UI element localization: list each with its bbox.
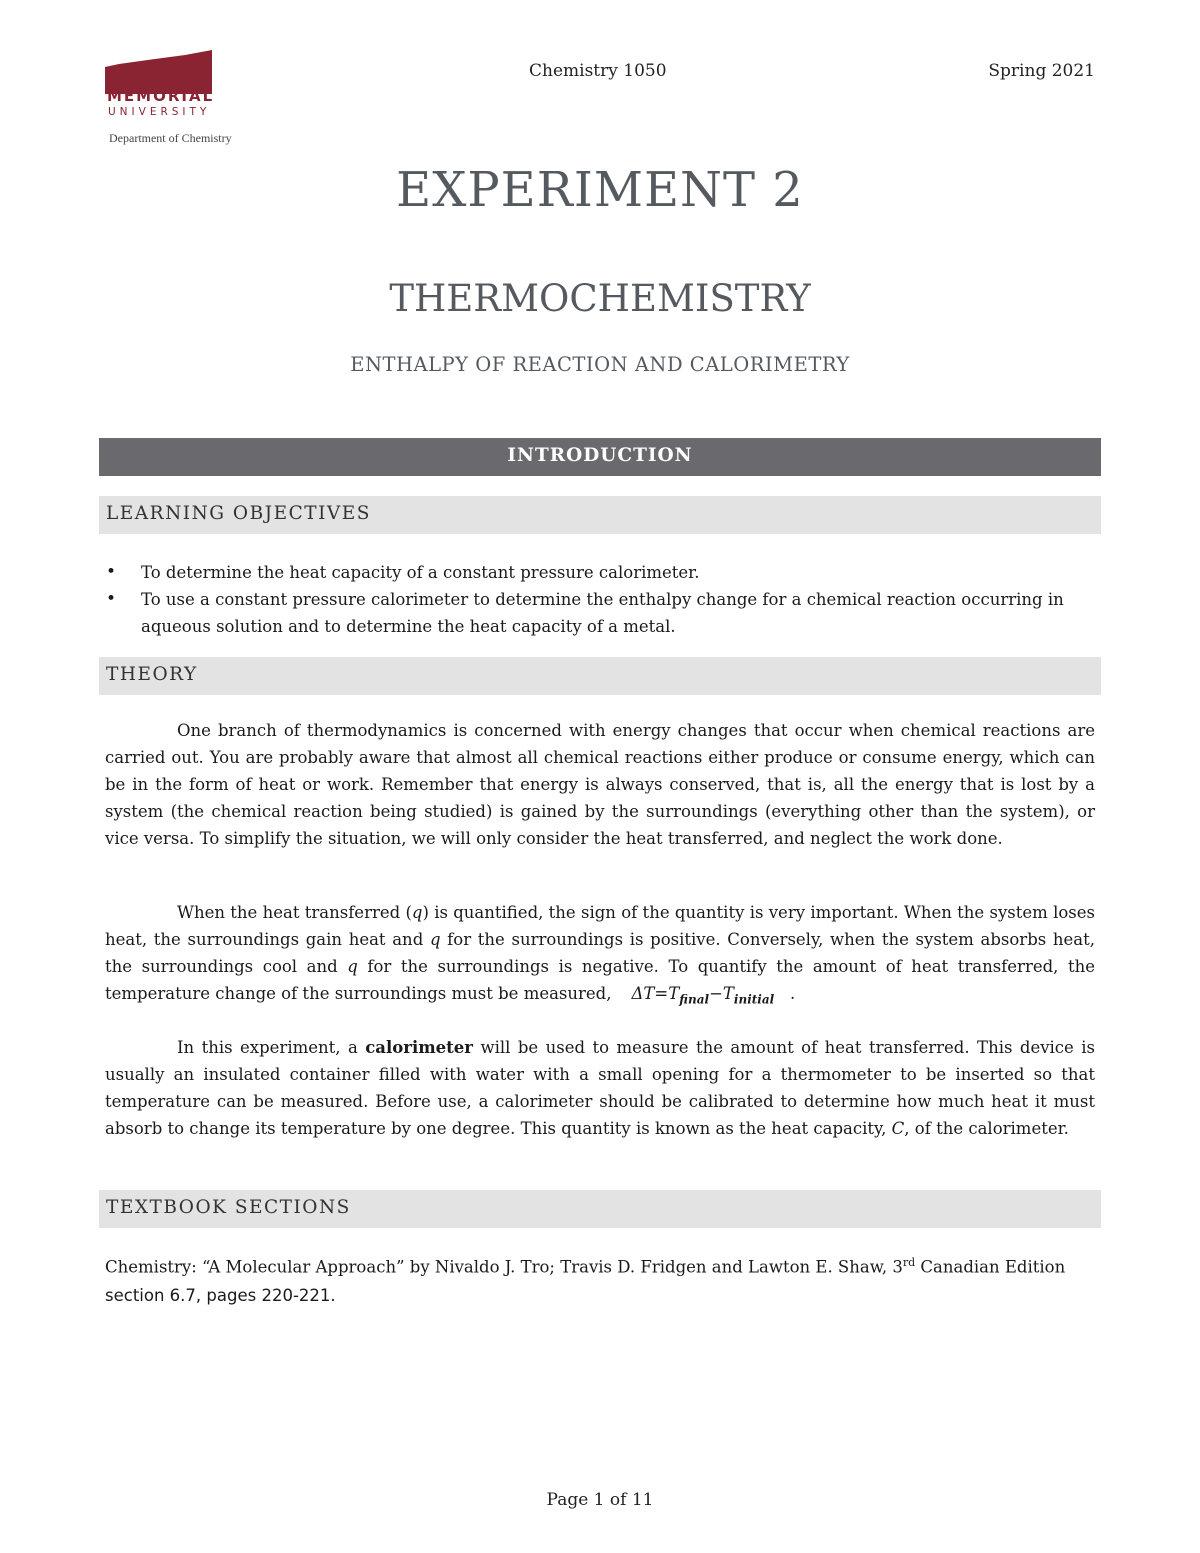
theory-paragraph-3 bbox=[105, 1034, 1095, 1142]
text-run: . bbox=[789, 984, 796, 1003]
section-heading-theory: THEORY bbox=[106, 664, 198, 685]
symbol-c: C bbox=[891, 1119, 905, 1138]
text-run: will be used to measure the amount of heat transferred. This device is usually an insulated container filled with water with a small opening for a thermometer to be inserted so that temperature can be measured. Before use, a calorimeter should be calibrated to determine how much heat it must absorb to change its temperature by one degree. This quantity is known as the heat capacity, bbox=[105, 1038, 1096, 1138]
logo-secondary-text: UNIVERSITY bbox=[108, 106, 211, 118]
symbol-q: q bbox=[411, 903, 423, 922]
course-name: Chemistry 1050 bbox=[529, 61, 667, 81]
list-item: • To use a constant pressure calorimeter to determine the enthalpy change for a chemical reaction occurring in aqueous solution and to determine the heat capacity of a metal. bbox=[105, 586, 1100, 640]
university-logo bbox=[105, 50, 255, 150]
text-run: When the heat transferred ( bbox=[177, 903, 412, 922]
equation-subscript: initial bbox=[733, 992, 775, 1007]
bold-term: calorimeter bbox=[365, 1038, 473, 1057]
text-run: section 6.7, pages 220-221. bbox=[105, 1285, 336, 1305]
logo-primary-text: MEMORIAL bbox=[107, 87, 215, 105]
section-bar-introduction bbox=[99, 438, 1101, 476]
section-bar-learning-objectives bbox=[99, 496, 1101, 534]
text-run: In this experiment, a bbox=[177, 1038, 366, 1057]
experiment-title: EXPERIMENT 2 bbox=[396, 162, 804, 218]
textbook-reference bbox=[105, 1249, 1095, 1310]
text-run: ) is quantified, the sign of the quantity is very important. When the system loses heat, the surroundings gain heat and bbox=[105, 903, 1095, 949]
delta-t-equation bbox=[631, 984, 775, 1007]
equation-subscript: final bbox=[679, 992, 710, 1007]
text-run: , of the calorimeter. bbox=[904, 1119, 1069, 1138]
section-heading-introduction: INTRODUCTION bbox=[507, 445, 693, 466]
list-item: • To determine the heat capacity of a constant pressure calorimeter. bbox=[105, 559, 1100, 586]
subtopic-title: ENTHALPY OF REACTION AND CALORIMETRY bbox=[350, 353, 850, 376]
superscript: rd bbox=[902, 1256, 916, 1269]
topic-title: THERMOCHEMISTRY bbox=[389, 277, 811, 320]
term-name: Spring 2021 bbox=[988, 61, 1095, 81]
text-run: for the surroundings is positive. Conversely, when the system absorbs heat, the surroundings cool and bbox=[105, 930, 1095, 976]
symbol-q: q bbox=[429, 930, 441, 949]
equation-part: ΔT=T bbox=[631, 984, 680, 1003]
text-run: Canadian Edition bbox=[915, 1257, 1066, 1277]
page-number: Page 1 of 11 bbox=[546, 1490, 654, 1510]
equation-part: −T bbox=[709, 984, 734, 1003]
department-name: Department of Chemistry bbox=[109, 131, 232, 145]
theory-paragraph-1: One branch of thermodynamics is concerned with energy changes that occur when chemical reactions are carried out. You are probably aware that almost all chemical reactions either produce or consume energy, which can be in the form of heat or work. Remember that energy is always conserved, that is, all the energy that is lost by a system (the chemical reaction being studied) is gained by the surroundings (everything other than the system), or vice versa. To simplify the situation, we will only consider the heat transferred, and neglect the work done. bbox=[105, 721, 1095, 848]
section-bar-theory bbox=[99, 657, 1101, 695]
symbol-q: q bbox=[347, 957, 358, 976]
text-run: Chemistry: “A Molecular Approach” by Nivaldo J. Tro; Travis D. Fridgen and Lawton E. Shaw, 3 bbox=[105, 1257, 903, 1277]
section-bar-textbook-sections bbox=[99, 1190, 1101, 1228]
theory-paragraph-2 bbox=[105, 899, 1095, 1013]
section-heading-textbook-sections: TEXTBOOK SECTIONS bbox=[106, 1197, 351, 1218]
objectives-list bbox=[105, 559, 1100, 640]
text-run: for the surroundings is negative. To quantify the amount of heat transferred, the temperature change of the surroundings must be measured, bbox=[105, 957, 1095, 1003]
section-heading-learning-objectives: LEARNING OBJECTIVES bbox=[106, 503, 371, 524]
